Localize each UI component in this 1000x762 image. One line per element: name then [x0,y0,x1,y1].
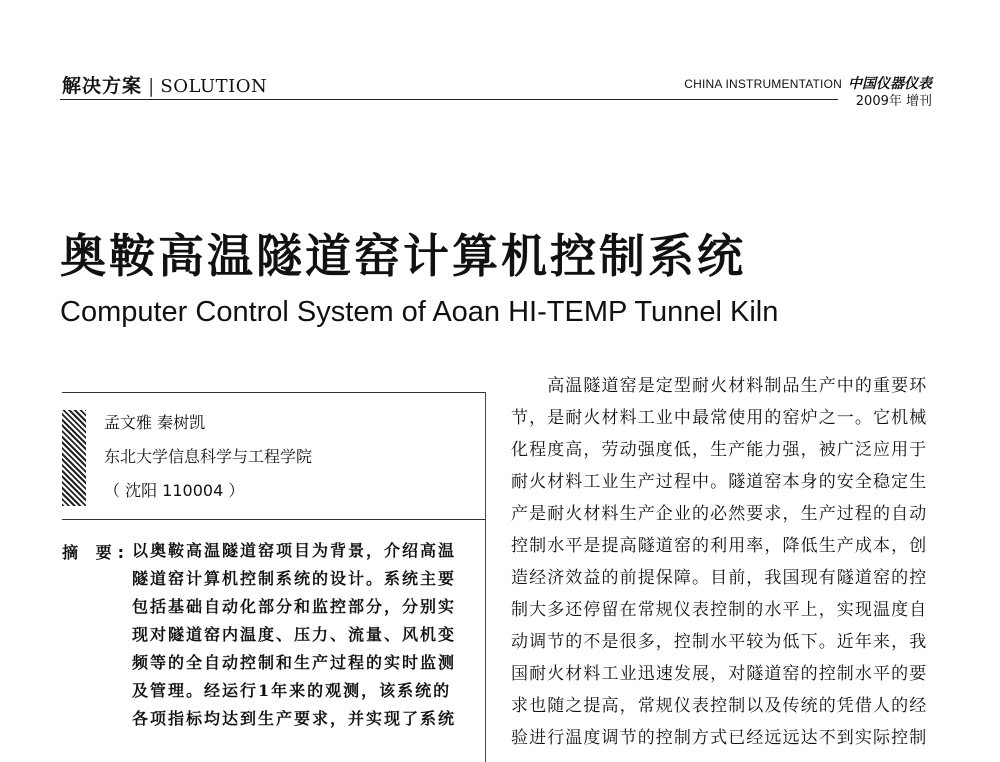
section-label-cn: 解决方案 [62,75,143,97]
journal-header [684,74,932,111]
body-line: 节，是耐火材料工业中最常使用的窑炉之一。它机械 [511,408,928,428]
body-line: 求也随之提高，常规仪表控制以及传统的凭借人的经 [511,696,928,716]
article-title-cn: 奥鞍高温隧道窑计算机控制系统 [60,229,746,283]
body-line: 化程度高，劳动强度低，生产能力强，被广泛应用于 [511,440,928,460]
body-line: 耐火材料工业生产过程中。隧道窑本身的安全稳定生 [511,472,928,492]
body-line: 验进行温度调节的控制方式已经远远达不到实际控制 [511,728,928,748]
body-line: 产是耐火材料生产企业的必然要求，生产过程的自动 [511,504,928,524]
abstract-line: 及管理。经运行1年来的观测，该系统的 [132,681,452,700]
author-box-bottom-rule [62,519,486,520]
body-line: 高温隧道窑是定型耐火材料制品生产中的重要环 [511,376,928,396]
body-text [511,374,927,758]
abstract-line: 各项指标均达到生产要求，并实现了系统 [132,709,457,728]
section-label-en: SOLUTION [160,76,268,97]
journal-issue: 2009年 增刊 [855,94,932,109]
section-separator: | [148,75,155,97]
article-title-en: Computer Control System of Aoan HI-TEMP Tunnel Kiln [60,296,779,328]
abstract-line: 包括基础自动化部分和监控部分，分别实 [132,597,457,616]
body-line: 造经济效益的前提保障。目前，我国现有隧道窑的控 [511,568,928,588]
author-names: 孟文雅 秦树凯 [104,413,206,432]
header-rule [60,99,838,100]
abstract-line: 隧道窑计算机控制系统的设计。系统主要 [132,569,457,588]
abstract-line: 以奥鞍高温隧道窑项目为背景，介绍高温 [132,541,457,560]
abstract-line: 频等的全自动控制和生产过程的实时监测 [132,653,457,672]
journal-name-cn: 中国仪器仪表 [848,76,932,92]
column-divider [485,392,486,762]
abstract-text [132,540,456,730]
body-line: 控制水平是提高隧道窑的利用率，降低生产成本，创 [511,536,928,556]
abstract-label: 摘 要: [62,543,130,562]
body-line: 动调节的不是很多，控制水平较为低下。近年来，我 [511,632,928,652]
author-box-hatch-decoration [62,410,86,506]
body-line: 国耐火材料工业迅速发展，对隧道窑的控制水平的要 [511,664,928,684]
abstract-line: 现对隧道窑内温度、压力、流量、风机变 [132,625,457,644]
author-address: （ 沈阳 110004 ） [104,481,245,500]
body-line: 制大多还停留在常规仪表控制的水平上，实现温度自 [511,600,928,620]
author-box-top-rule [62,392,486,393]
section-header [62,74,267,99]
journal-name-en: CHINA INSTRUMENTATION [684,77,842,91]
author-affiliation: 东北大学信息科学与工程学院 [104,447,313,466]
